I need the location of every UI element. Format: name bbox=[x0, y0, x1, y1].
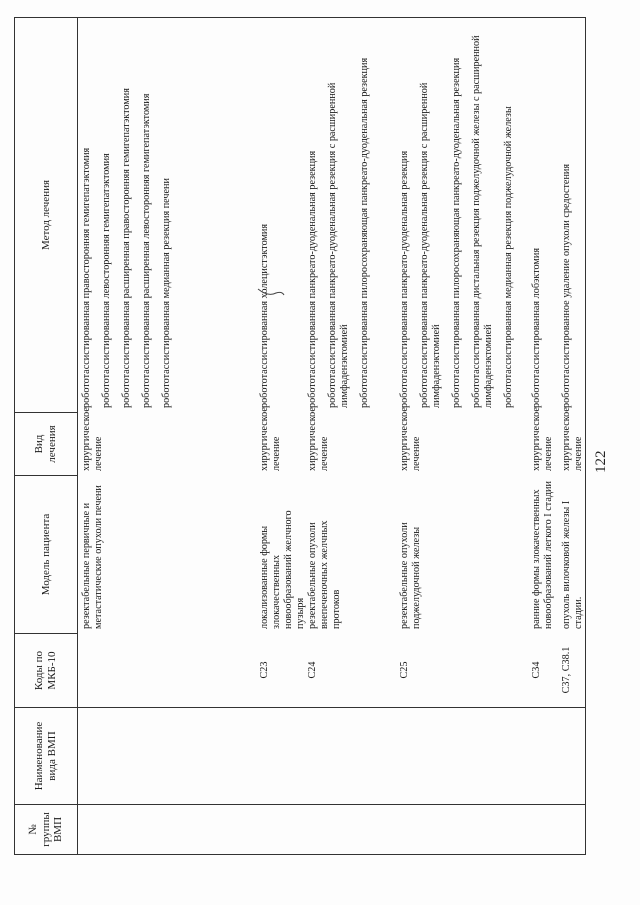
header-treatment-type: Вид лечения bbox=[15, 413, 78, 476]
method-item: робототассистированная пилоросохраняющая панкреато-дуоденальная резекция bbox=[450, 57, 462, 408]
method-item: робототассистированная левосторонняя гемигепатэктомия bbox=[100, 153, 112, 408]
icd-code bbox=[80, 633, 82, 707]
treatment-type: хирургическое лечение bbox=[399, 407, 422, 471]
header-group-number: № группы ВМП bbox=[15, 805, 78, 855]
icd-code: C25 bbox=[399, 661, 410, 679]
method-item: робототассистированная правосторонняя гемигепатэктомия bbox=[81, 147, 92, 408]
page-number: 122 bbox=[593, 450, 609, 473]
table-row bbox=[530, 18, 556, 707]
treatment-type: хирургическое лечение bbox=[259, 407, 282, 471]
method-item: робототассистированная пилоросохраняющая панкреато-дуоденальная резекция bbox=[358, 57, 370, 408]
table-row bbox=[560, 18, 586, 707]
table-row bbox=[306, 18, 372, 707]
method-item: робототассистированная лобэктомия bbox=[531, 247, 542, 408]
table-body-row bbox=[78, 18, 586, 855]
icd-code: C37, C38.1 bbox=[561, 646, 572, 694]
method-item: робототассистированное удаление опухоли средостения bbox=[561, 163, 572, 408]
method-item: робототассистированная панкреато-дуоденальная резекция bbox=[399, 150, 410, 408]
icd-code: C34 bbox=[531, 661, 542, 679]
treatment-methods bbox=[80, 18, 174, 412]
method-item: робототассистированная панкреато-дуоденальная резекция bbox=[307, 150, 318, 408]
treatment-methods bbox=[398, 18, 516, 412]
treatment-methods bbox=[530, 18, 544, 412]
treatment-methods bbox=[258, 18, 272, 412]
patient-model: резектабельные опухоли внепеченочных желчных протоков bbox=[307, 520, 342, 629]
method-item: робототассистированная расширенная левосторонняя гемигепатэктомия bbox=[140, 93, 152, 408]
vmp-name-cell bbox=[78, 708, 586, 805]
table-rows-container bbox=[78, 18, 585, 707]
treatment-methods bbox=[306, 18, 372, 412]
table-row bbox=[398, 18, 516, 707]
method-item: робототассистированная медианная резекция поджелудочной железы bbox=[502, 106, 514, 408]
treatment-methods-table bbox=[14, 17, 586, 855]
treatment-type: хирургическое лечение bbox=[81, 407, 104, 471]
method-item: робототассистированная панкреато-дуоденальная резекция с расширенной лимфаденэктомией bbox=[326, 82, 350, 408]
method-item: робототассистированная дистальная резекция поджелудочной железы с расширенной лимфаденэктомией bbox=[470, 35, 494, 408]
method-item: робототассистированная холецистэктомия bbox=[259, 223, 270, 408]
treatment-type: хирургическое лечение bbox=[531, 407, 554, 471]
patient-model: локализованные формы злокачественных новообразований желчного пузыря bbox=[259, 510, 306, 629]
icd-code: C23 bbox=[259, 661, 270, 679]
patient-model: резектабельные опухоли поджелудочной железы bbox=[399, 522, 422, 629]
method-item: робототассистированная панкреато-дуоденальная резекция с расширенной лимфаденэктомией bbox=[418, 82, 442, 408]
table-row bbox=[258, 18, 308, 707]
header-treatment-method: Метод лечения bbox=[15, 18, 78, 413]
pen-mark bbox=[256, 285, 286, 299]
patient-model: опухоль вилочковой железы I стадии. bbox=[561, 500, 584, 629]
table-header-row bbox=[15, 18, 78, 855]
treatment-methods bbox=[560, 18, 574, 412]
header-icd-codes: Коды по МКБ-10 bbox=[15, 634, 78, 708]
method-item: робототассистированная медианная резекция печени bbox=[160, 178, 172, 408]
header-vmp-name: Наименование вида ВМП bbox=[15, 708, 78, 805]
table-body bbox=[78, 18, 586, 708]
patient-model: ранние формы злокачественных новообразований легкого I стадии bbox=[531, 481, 554, 629]
method-item: робототассистированная расширенная правосторонняя гемигепатэктомия bbox=[120, 88, 132, 408]
patient-model: резектабельные первичные и метастатические опухоли печени bbox=[81, 485, 104, 629]
icd-code: C24 bbox=[307, 661, 318, 679]
treatment-type: хирургическое лечение bbox=[561, 407, 584, 471]
treatment-type: хирургическое лечение bbox=[307, 407, 330, 471]
group-number-cell bbox=[78, 805, 586, 855]
table-row bbox=[80, 18, 174, 707]
header-patient-model: Модель пациента bbox=[15, 476, 78, 634]
